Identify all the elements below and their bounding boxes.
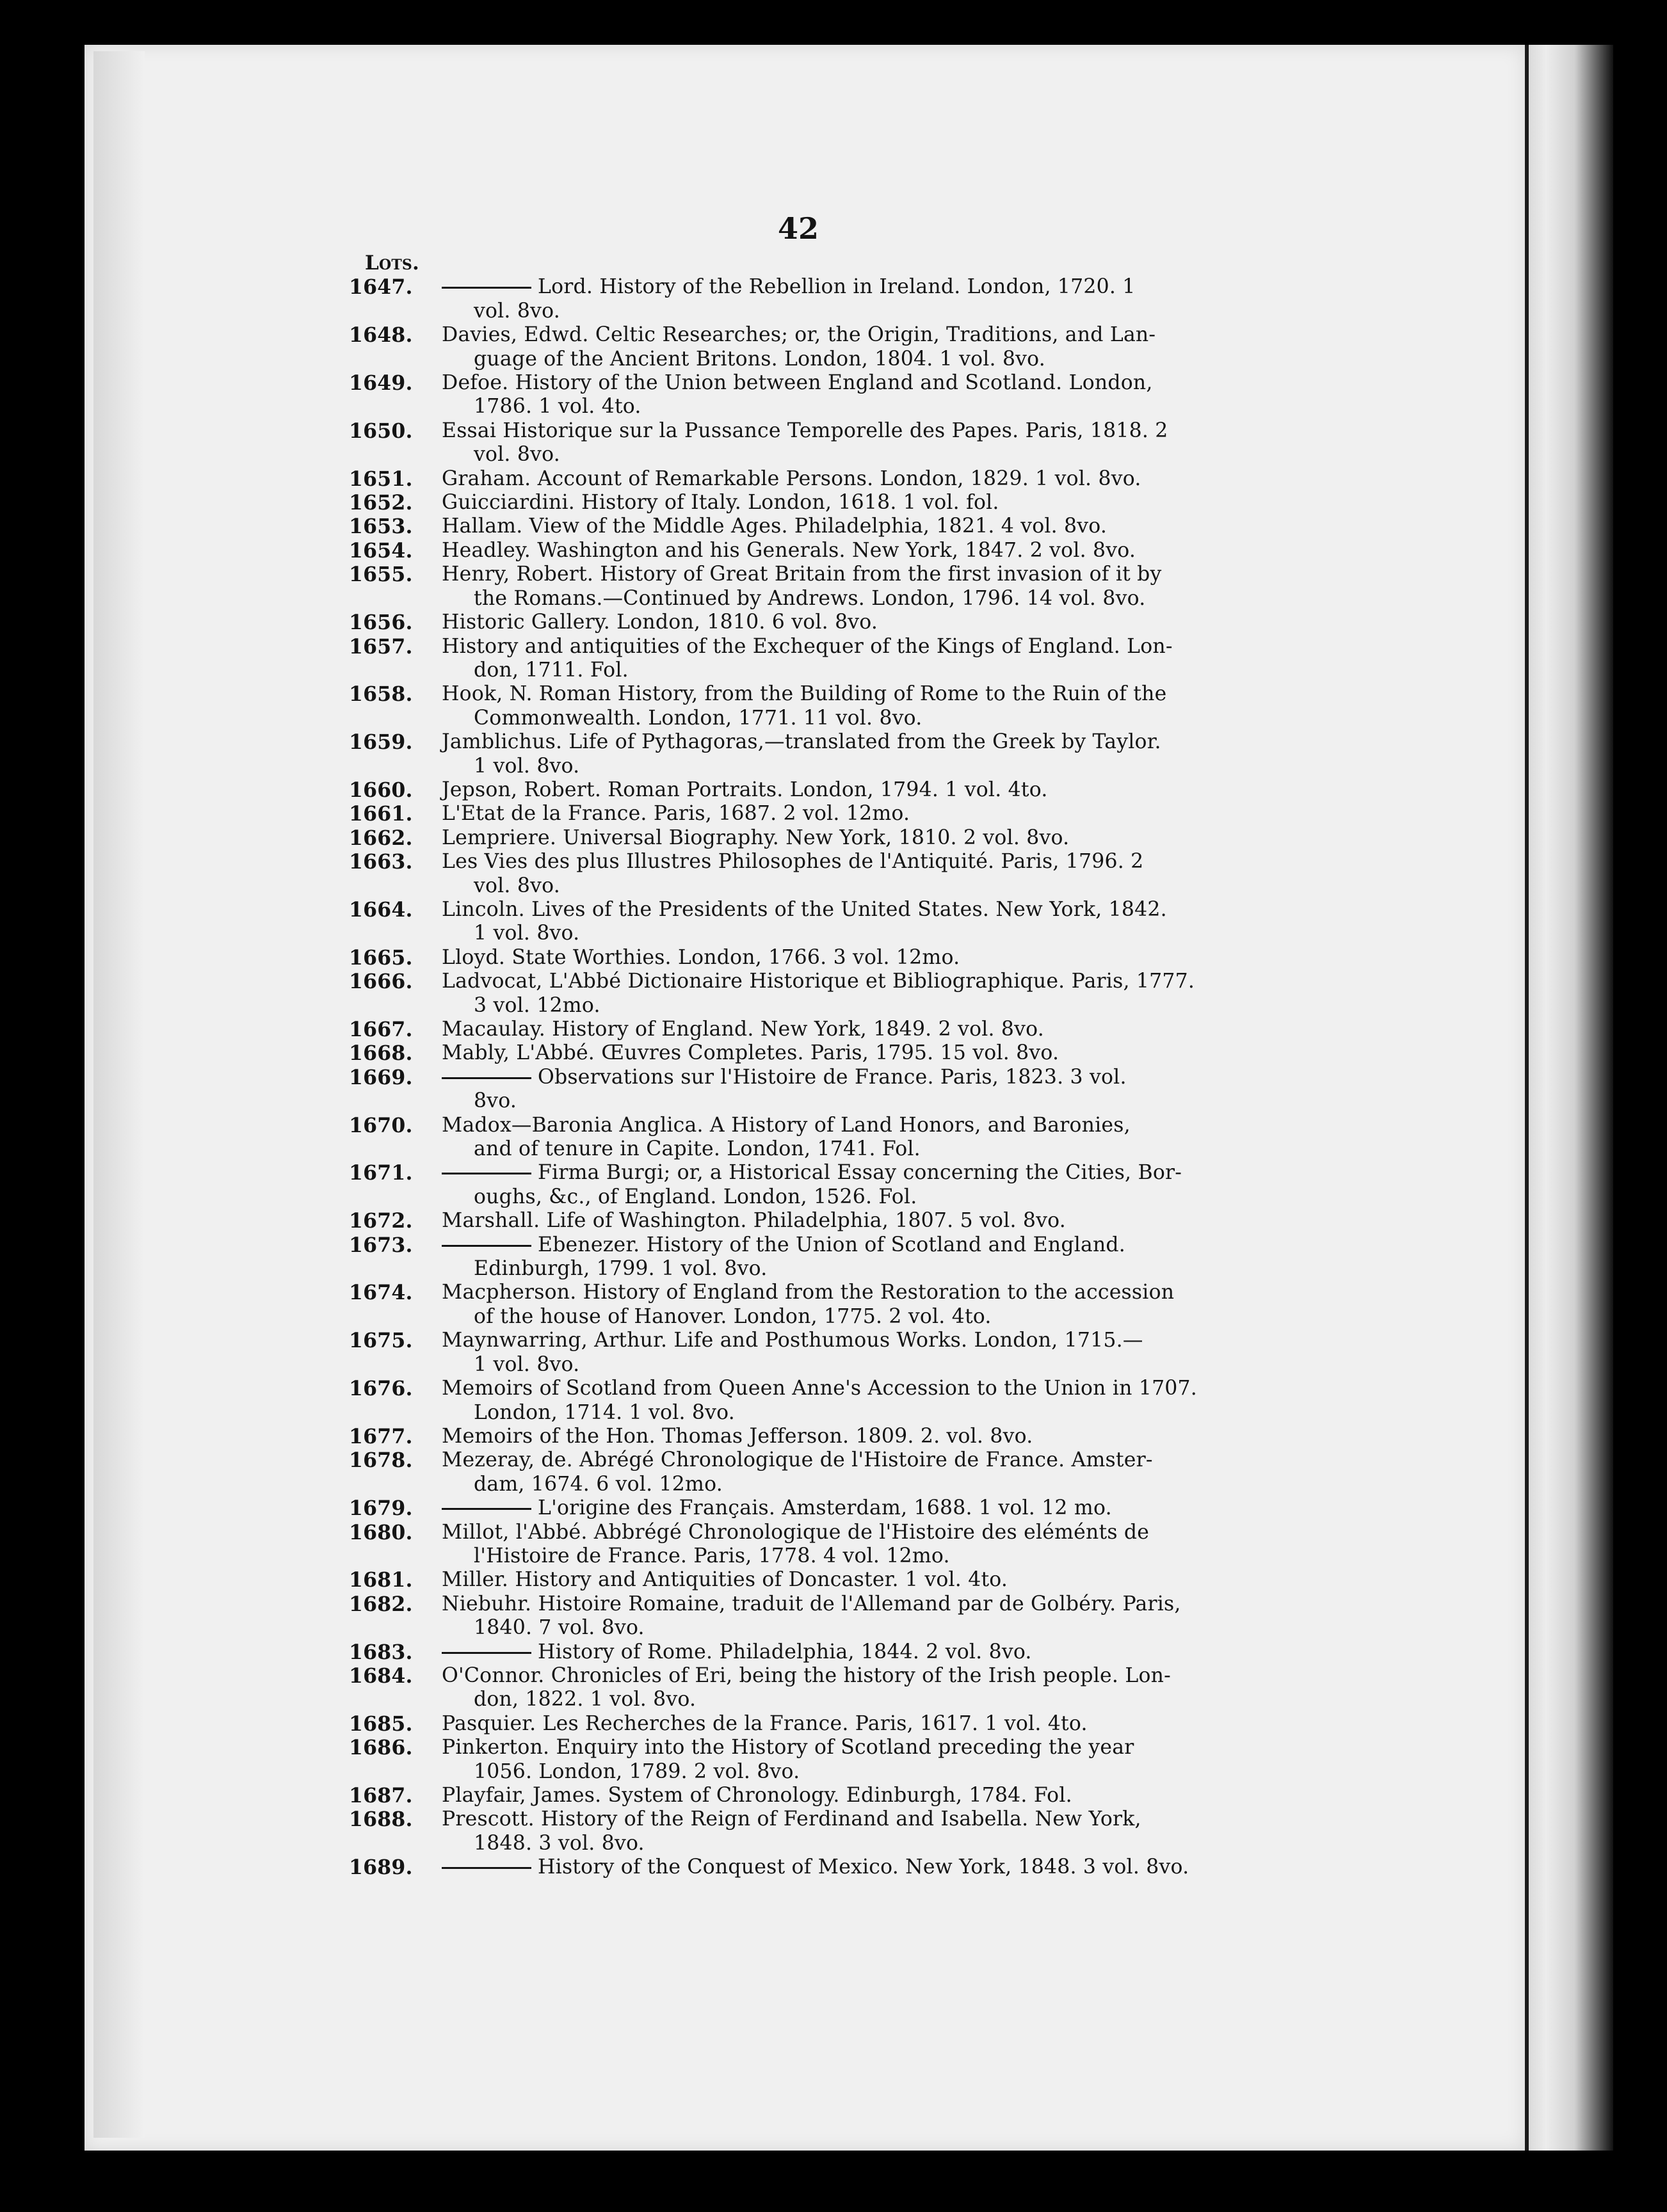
lot-number: 1651.: [349, 467, 413, 491]
lot-number: 1662.: [349, 826, 413, 850]
lot-entry: [349, 1663, 1236, 1712]
lot-line-1: Ebenezer. History of the Union of Scotland and England.: [538, 1233, 1126, 1256]
lot-line-2: Edinburgh, 1799. 1 vol. 8vo.: [474, 1257, 768, 1281]
lot-line-1: Guicciardini. History of Italy. London, 1618. 1 vol. fol.: [442, 491, 999, 515]
lot-number: 1665.: [349, 945, 413, 970]
lot-line-1: Memoirs of the Hon. Thomas Jefferson. 1809. 2. vol. 8vo.: [442, 1424, 1033, 1448]
lot-entry: [349, 1329, 1236, 1377]
lot-line-1: Hook, N. Roman History, from the Building of Rome to the Ruin of the: [442, 682, 1167, 706]
lot-line-2: and of tenure in Capite. London, 1741. Fol.: [474, 1137, 921, 1161]
lot-description: [442, 371, 1236, 419]
lot-line-1: Marshall. Life of Washington. Philadelphia, 1807. 5 vol. 8vo.: [442, 1209, 1066, 1233]
lot-description: [442, 323, 1236, 371]
lot-description: [442, 1496, 1236, 1520]
lot-line-1: Jamblichus. Life of Pythagoras,—translated from the Greek by Taylor.: [442, 730, 1161, 754]
lot-entry: [349, 1233, 1236, 1281]
lot-entry: [349, 1448, 1236, 1496]
lot-description: [442, 467, 1236, 491]
lot-line-2: 1 vol. 8vo.: [474, 754, 580, 778]
lot-number: 1657.: [349, 634, 413, 659]
lot-entry: [349, 1113, 1236, 1162]
lot-line-1: Niebuhr. Histoire Romaine, traduit de l'Allemand par de Golbéry. Paris,: [442, 1592, 1181, 1615]
lot-line-1: Miller. History and Antiquities of Doncaster. 1 vol. 4to.: [442, 1568, 1008, 1592]
lot-entry: [349, 323, 1236, 371]
lot-number: 1660.: [349, 778, 413, 802]
lot-number: 1685.: [349, 1711, 413, 1736]
lot-description: [442, 1425, 1236, 1448]
lot-entry: [349, 1568, 1236, 1592]
lot-line-2: 1 vol. 8vo.: [474, 922, 580, 945]
lot-number: 1668.: [349, 1041, 413, 1066]
lot-description: [442, 682, 1236, 730]
lot-line-1: Davies, Edwd. Celtic Researches; or, the Origin, Traditions, and Lan-: [442, 323, 1156, 347]
lot-number: 1652.: [349, 491, 413, 515]
lot-line-2: 1840. 7 vol. 8vo.: [474, 1616, 645, 1640]
lot-entry: [349, 897, 1236, 946]
lot-description: [442, 898, 1236, 946]
lot-number: 1670.: [349, 1113, 413, 1137]
lot-entry: [349, 1711, 1236, 1736]
page-number: 42: [778, 211, 819, 246]
lot-number: 1659.: [349, 730, 413, 755]
lot-number: 1671.: [349, 1161, 413, 1185]
lot-line-1: Graham. Account of Remarkable Persons. London, 1829. 1 vol. 8vo.: [442, 467, 1141, 490]
lot-line-2: vol. 8vo.: [474, 299, 560, 323]
lot-description: [442, 611, 1236, 634]
lot-number: 1663.: [349, 850, 413, 874]
lot-description: [442, 1712, 1236, 1736]
lot-number: 1674.: [349, 1281, 413, 1305]
lot-entry: [349, 802, 1236, 826]
lot-line-1: Defoe. History of the Union between England and Scotland. London,: [442, 371, 1153, 395]
lot-entry: [349, 1496, 1236, 1521]
lot-number: 1680.: [349, 1520, 413, 1544]
lot-description: [442, 802, 1236, 826]
lot-description: [442, 1233, 1236, 1281]
lot-line-2: oughs, &c., of England. London, 1526. Fol.: [474, 1185, 917, 1208]
lot-description: [442, 1377, 1236, 1425]
lot-number: 1683.: [349, 1640, 413, 1664]
ditto-dash: [442, 1867, 531, 1869]
lot-line-1: Macaulay. History of England. New York, 1849. 2 vol. 8vo.: [442, 1018, 1044, 1041]
lot-number: 1661.: [349, 802, 413, 826]
lot-line-1: Ladvocat, L'Abbé Dictionaire Historique et Bibliographique. Paris, 1777.: [442, 970, 1195, 993]
lot-description: [442, 1066, 1236, 1114]
lot-description: [442, 1568, 1236, 1592]
lot-entry: [349, 1377, 1236, 1425]
lot-entry: [349, 1281, 1236, 1329]
lot-number: 1687.: [349, 1784, 413, 1807]
lot-entry: [349, 1041, 1236, 1066]
lot-number: 1655.: [349, 563, 413, 587]
lot-entry: [349, 1736, 1236, 1784]
lot-entry: [349, 682, 1236, 730]
lot-number: 1667.: [349, 1018, 413, 1041]
lot-entry: [349, 515, 1236, 539]
lot-line-2: 3 vol. 12mo.: [474, 993, 600, 1017]
lot-number: 1649.: [349, 371, 413, 396]
lot-entry: [349, 1520, 1236, 1569]
lot-number: 1682.: [349, 1592, 413, 1616]
page-edge-right: [1517, 45, 1613, 2151]
lot-description: [442, 1329, 1236, 1377]
lot-entry: [349, 826, 1236, 850]
lot-entry: [349, 970, 1236, 1018]
lot-entry: [349, 850, 1236, 898]
lot-number: 1650.: [349, 419, 413, 443]
lot-line-2: don, 1822. 1 vol. 8vo.: [474, 1688, 697, 1711]
lot-entry: [349, 1161, 1236, 1209]
lot-line-1: Observations sur l'Histoire de France. Paris, 1823. 3 vol.: [538, 1065, 1127, 1089]
lot-number: 1666.: [349, 970, 413, 994]
lot-description: [442, 850, 1236, 898]
lot-line-1: Historic Gallery. London, 1810. 6 vol. 8vo.: [442, 611, 878, 634]
catalogue-content: [349, 208, 1236, 1880]
lot-number: 1654.: [349, 538, 413, 563]
lot-description: [442, 1784, 1236, 1807]
lot-line-1: Firma Burgi; or, a Historical Essay concerning the Cities, Bor-: [538, 1161, 1182, 1185]
lot-number: 1653.: [349, 515, 413, 539]
lot-line-1: Prescott. History of the Reign of Ferdinand and Isabella. New York,: [442, 1807, 1141, 1831]
lot-line-1: Playfair, James. System of Chronology. Edinburgh, 1784. Fol.: [442, 1784, 1072, 1807]
lot-number: 1688.: [349, 1807, 413, 1832]
lot-line-2: 1 vol. 8vo.: [474, 1352, 580, 1376]
lot-description: [442, 1807, 1236, 1855]
lot-entry: [349, 1784, 1236, 1807]
ditto-dash: [442, 1173, 531, 1174]
lot-description: [442, 970, 1236, 1018]
lot-line-2: 8vo.: [474, 1089, 517, 1113]
lot-entry: [349, 275, 1236, 323]
lot-entry: [349, 1640, 1236, 1664]
lot-line-1: Jepson, Robert. Roman Portraits. London, 1794. 1 vol. 4to.: [442, 778, 1048, 801]
lot-description: [442, 1736, 1236, 1784]
lot-entry: [349, 945, 1236, 970]
lot-entry: [349, 1018, 1236, 1041]
ditto-dash: [442, 1652, 531, 1654]
lot-number: 1658.: [349, 682, 413, 707]
lot-line-2: London, 1714. 1 vol. 8vo.: [474, 1400, 735, 1424]
lots-header: Lots.: [365, 252, 420, 275]
lot-entry: [349, 491, 1236, 515]
lot-entry: [349, 778, 1236, 802]
lot-description: [442, 1018, 1236, 1041]
lot-number: 1673.: [349, 1233, 413, 1257]
lot-entry: [349, 467, 1236, 491]
lot-entry: [349, 1424, 1236, 1448]
lot-description: [442, 730, 1236, 778]
lot-line-1: History of Rome. Philadelphia, 1844. 2 vol. 8vo.: [538, 1640, 1032, 1663]
lot-line-1: Headley. Washington and his Generals. New York, 1847. 2 vol. 8vo.: [442, 538, 1136, 562]
lot-description: [442, 826, 1236, 850]
lot-description: [442, 491, 1236, 515]
lot-number: 1686.: [349, 1736, 413, 1760]
lot-number: 1647.: [349, 275, 413, 300]
ditto-dash: [442, 1245, 531, 1247]
lot-line-2: vol. 8vo.: [474, 874, 560, 897]
lot-entry: [349, 634, 1236, 683]
lot-description: [442, 539, 1236, 563]
lot-entry: [349, 563, 1236, 611]
lot-line-1: L'origine des Français. Amsterdam, 1688. 1 vol. 12 mo.: [538, 1496, 1112, 1520]
lot-number: 1684.: [349, 1663, 413, 1688]
lot-line-2: don, 1711. Fol.: [474, 658, 629, 682]
lot-description: [442, 1161, 1236, 1209]
lot-line-1: Macpherson. History of England from the Restoration to the accession: [442, 1281, 1175, 1304]
lot-line-1: Pinkerton. Enquiry into the History of Scotland preceding the year: [442, 1736, 1134, 1759]
lot-line-1: History and antiquities of the Exchequer of the Kings of England. Lon-: [442, 634, 1173, 658]
lot-number: 1656.: [349, 611, 413, 635]
lot-line-1: Lloyd. State Worthies. London, 1766. 3 vol. 12mo.: [442, 945, 960, 969]
lot-line-2: 1786. 1 vol. 4to.: [474, 395, 641, 419]
lot-entry: [349, 371, 1236, 419]
lot-entry: [349, 1855, 1236, 1880]
lot-entry: [349, 1807, 1236, 1855]
lot-description: [442, 563, 1236, 611]
lot-line-1: Les Vies des plus Illustres Philosophes de l'Antiquité. Paris, 1796. 2: [442, 850, 1144, 874]
lot-number: 1669.: [349, 1065, 413, 1089]
lot-description: [442, 635, 1236, 683]
lot-line-1: Henry, Robert. History of Great Britain from the first invasion of it by: [442, 563, 1162, 586]
lot-entry: [349, 611, 1236, 635]
lot-entry: [349, 1592, 1236, 1640]
lot-number: 1664.: [349, 897, 413, 922]
lot-line-1: O'Connor. Chronicles of Eri, being the history of the Irish people. Lon-: [442, 1663, 1171, 1687]
lot-description: [442, 1640, 1236, 1664]
lot-line-1: Hallam. View of the Middle Ages. Philadelphia, 1821. 4 vol. 8vo.: [442, 515, 1107, 538]
lot-number: 1677.: [349, 1424, 413, 1448]
lot-entry: [349, 538, 1236, 563]
lot-number: 1679.: [349, 1496, 413, 1521]
lot-description: [442, 946, 1236, 970]
lot-line-1: Mably, L'Abbé. Œuvres Completes. Paris, 1795. 15 vol. 8vo.: [442, 1041, 1059, 1065]
lot-description: [442, 1041, 1236, 1065]
lot-line-2: the Romans.—Continued by Andrews. London, 1796. 14 vol. 8vo.: [474, 586, 1146, 610]
lot-line-1: Lincoln. Lives of the Presidents of the United States. New York, 1842.: [442, 897, 1167, 921]
lot-number: 1689.: [349, 1855, 413, 1880]
lot-line-1: History of the Conquest of Mexico. New York, 1848. 3 vol. 8vo.: [538, 1855, 1189, 1879]
lot-line-2: dam, 1674. 6 vol. 12mo.: [474, 1472, 723, 1496]
lot-line-1: L'Etat de la France. Paris, 1687. 2 vol. 12mo.: [442, 802, 910, 826]
lot-line-2: 1056. London, 1789. 2 vol. 8vo.: [474, 1759, 800, 1783]
lot-entry: [349, 730, 1236, 778]
lot-description: [442, 1209, 1236, 1233]
lot-number: 1676.: [349, 1377, 413, 1401]
lot-description: [442, 515, 1236, 538]
lot-line-1: Lempriere. Universal Biography. New York, 1810. 2 vol. 8vo.: [442, 826, 1070, 849]
lot-line-1: Madox—Baronia Anglica. A History of Land Honors, and Baronies,: [442, 1113, 1131, 1137]
lot-entry: [349, 419, 1236, 467]
page-edge-left: [93, 51, 145, 2138]
ditto-dash: [442, 1508, 531, 1510]
lot-description: [442, 1521, 1236, 1569]
lot-description: [442, 1664, 1236, 1712]
lot-line-1: Lord. History of the Rebellion in Ireland. London, 1720. 1: [538, 275, 1136, 299]
lot-number: 1678.: [349, 1448, 413, 1473]
lot-line-2: l'Histoire de France. Paris, 1778. 4 vol. 12mo.: [474, 1544, 950, 1567]
lot-list: [349, 275, 1236, 1880]
lot-description: [442, 1448, 1236, 1496]
lot-description: [442, 275, 1236, 323]
lot-number: 1681.: [349, 1568, 413, 1592]
lot-number: 1672.: [349, 1209, 413, 1233]
lot-line-2: 1848. 3 vol. 8vo.: [474, 1831, 645, 1855]
ditto-dash: [442, 1077, 531, 1079]
lot-line-2: Commonwealth. London, 1771. 11 vol. 8vo.: [474, 706, 922, 730]
lot-line-1: Pasquier. Les Recherches de la France. Paris, 1617. 1 vol. 4to.: [442, 1711, 1088, 1735]
lot-description: [442, 1855, 1236, 1879]
lot-description: [442, 419, 1236, 467]
lot-number: 1675.: [349, 1329, 413, 1353]
lot-line-1: Millot, l'Abbé. Abbrégé Chronologique de l'Histoire des eléménts de: [442, 1520, 1150, 1544]
lot-line-2: of the house of Hanover. London, 1775. 2 vol. 4to.: [474, 1304, 992, 1328]
lot-entry: [349, 1209, 1236, 1233]
lot-line-1: Maynwarring, Arthur. Life and Posthumous Works. London, 1715.—: [442, 1329, 1143, 1352]
lot-description: [442, 1592, 1236, 1640]
lot-entry: [349, 1065, 1236, 1114]
lot-line-2: vol. 8vo.: [474, 443, 560, 467]
lot-number: 1648.: [349, 323, 413, 348]
lot-description: [442, 1114, 1236, 1162]
lot-description: [442, 778, 1236, 802]
lot-line-1: Essai Historique sur la Pussance Temporelle des Papes. Paris, 1818. 2: [442, 419, 1168, 442]
lot-line-2: guage of the Ancient Britons. London, 1804. 1 vol. 8vo.: [474, 347, 1045, 371]
lot-description: [442, 1281, 1236, 1329]
lot-line-1: Memoirs of Scotland from Queen Anne's Accession to the Union in 1707.: [442, 1377, 1198, 1400]
lot-line-1: Mezeray, de. Abrégé Chronologique de l'Histoire de France. Amster-: [442, 1448, 1153, 1472]
ditto-dash: [442, 287, 531, 289]
